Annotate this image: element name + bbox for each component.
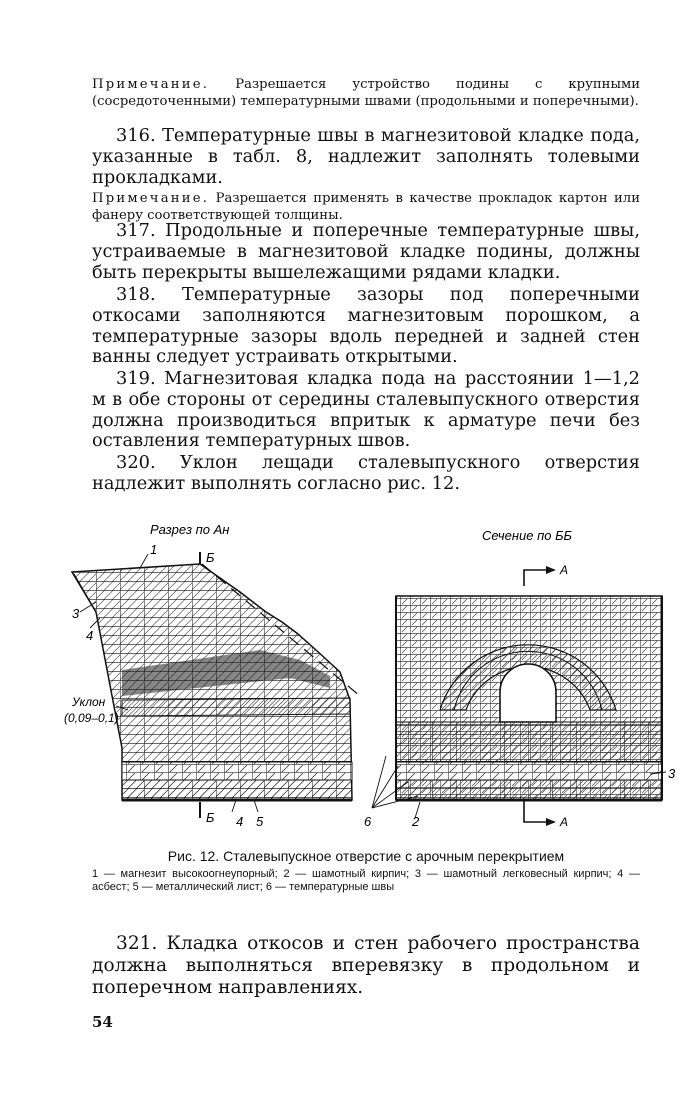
clause-320-number: 320. (116, 452, 156, 473)
label-6: 6 (364, 814, 372, 829)
label-2: 2 (412, 814, 420, 829)
note-2-lead: Примечание. (92, 191, 210, 206)
label-4-left: 4 (86, 628, 94, 643)
right-section-title: Сечение по ББ (482, 528, 572, 543)
label-5: 5 (256, 814, 264, 829)
clause-318 (92, 285, 640, 368)
page-number: 54 (92, 1013, 113, 1031)
slope-value: (0,09–0,1) (64, 711, 119, 725)
label-3-right: 3 (668, 766, 676, 781)
label-a-bottom: А (560, 815, 569, 829)
left-section-title: Разрез по Ан (150, 522, 230, 537)
label-a-top: А (560, 563, 569, 577)
slope-label: Уклон (72, 695, 106, 709)
section-b-drawing (372, 566, 666, 826)
figure-caption: Рис. 12. Сталевыпускное отверстие с арочным перекрытием (167, 848, 565, 864)
section-a-drawing (72, 552, 360, 818)
clause-321 (92, 933, 640, 999)
clause-321-number: 321. (116, 933, 158, 954)
label-b-bottom: Б (206, 810, 215, 825)
clause-320 (92, 453, 640, 495)
clause-317 (92, 221, 640, 283)
label-1: 1 (150, 542, 158, 557)
figure-legend: 1 — магнезит высокоогнеупорный; 2 — шамотный кирпич; 3 — шамотный легковесный кирпич; 4 — асбест; 5 — металлический лист; 6 — температурные швы (92, 868, 640, 893)
label-4-bottom: 4 (236, 814, 244, 829)
note-1-text: Разрешается устройство подины с крупными (сосредоточенными) температурными швами (продольными и поперечными). (92, 77, 640, 109)
clause-321-text: Кладка откосов и стен рабочего пространства должна выполняться вперевязку в продольном и поперечном направлениях. (92, 933, 640, 998)
clause-318-number: 318. (116, 284, 156, 305)
clause-316 (92, 126, 640, 188)
clause-319-text: Магнезитовая кладка пода на расстоянии 1—1,2 м в обе стороны от середины сталевыпускного отверстия должна производиться впритык к арматуре печи без оставления температурных швов. (92, 368, 640, 452)
figure-12-drawing (0, 500, 700, 840)
clause-316-text: Температурные швы в магнезитовой кладке пода, указанные в табл. 8, надлежит заполнять толевыми прокладками. (92, 125, 640, 188)
note-1-lead: Примечание. (92, 77, 210, 92)
clause-319-number: 319. (116, 368, 156, 389)
clause-320-text: Уклон лещади сталевыпускного отверстия надлежит выполнять согласно рис. 12. (92, 452, 640, 494)
label-3-left: 3 (72, 606, 80, 621)
label-b-top: Б (206, 550, 215, 565)
clause-317-text: Продольные и поперечные температурные швы, устраиваемые в магнезитовой кладке подины, должны быть перекрыты вышележащими рядами кладки. (92, 220, 640, 283)
note-1 (92, 77, 640, 110)
clause-319 (92, 369, 640, 452)
note-2-text: Разрешается применять в качестве прокладок картон или фанеру соответствующей толщины. (92, 191, 640, 223)
clause-318-text: Температурные зазоры под поперечными откосами заполняются магнезитовым порошком, а температурные зазоры вдоль передней и задней стен ванны следует устраивать открытыми. (92, 284, 640, 368)
clause-316-number: 316. (116, 125, 156, 146)
clause-317-number: 317. (116, 220, 156, 241)
